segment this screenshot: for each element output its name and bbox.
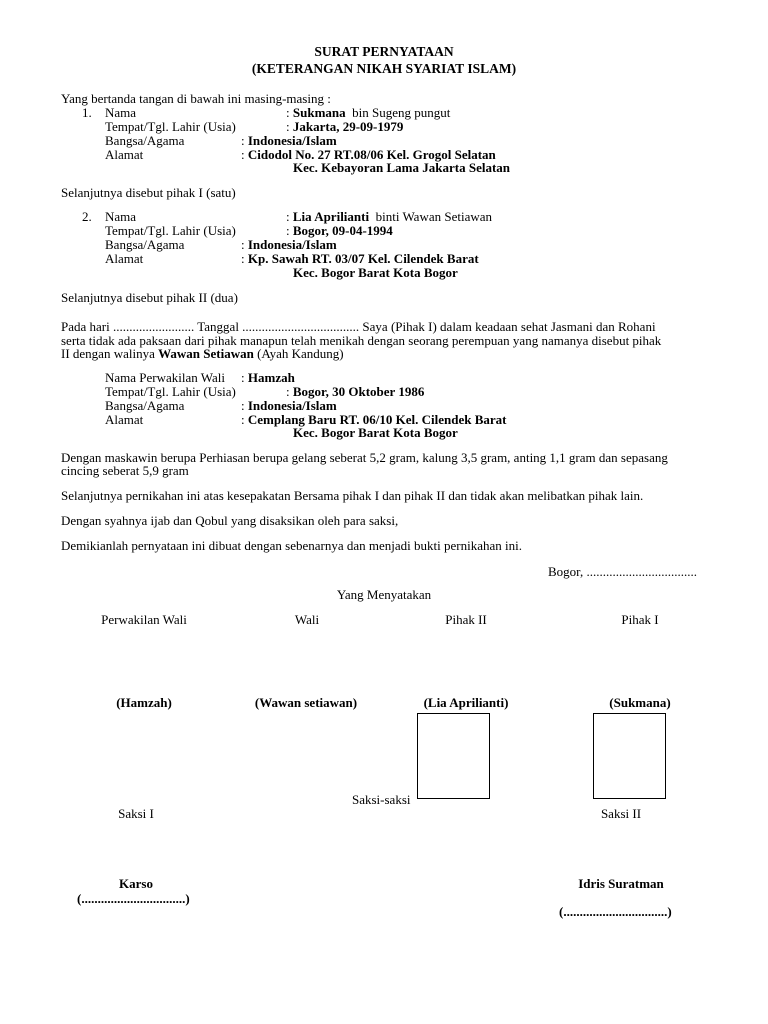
saksi-2-signature-line: (................................) <box>559 904 672 919</box>
statement-line-3 <box>61 347 344 361</box>
party-2-address-label: Alamat <box>105 251 144 266</box>
party-1-nation-label: Bangsa/Agama <box>105 133 185 148</box>
wali-rep-address-line2: Kec. Bogor Barat Kota Bogor <box>293 425 458 440</box>
witnesses-heading: Saksi-saksi <box>352 792 411 807</box>
signature-name-wali-representative: (Hamzah) <box>116 695 172 710</box>
wali-rep-address-line1: Cemplang Baru RT. 06/10 Kel. Cilendek Barat <box>247 412 507 427</box>
party-2-name-colon: : Lia Aprilianti binti Wawan Setiawan <box>286 209 493 224</box>
party-1-name-rest: bin Sugeng pungut <box>352 105 451 120</box>
party-2-name-rest: binti Wawan Setiawan <box>375 209 493 224</box>
party-1-birth: Jakarta, 29-09-1979 <box>292 119 404 134</box>
saksi-1-label: Saksi I <box>118 806 154 821</box>
statement-line-1: Pada hari ......................... Tanggal .................................... Saya (Pihak I) dalam keadaan sehat Jasmani dan Rohani <box>61 319 656 334</box>
party-2-nation-colon: : Indonesia/Islam <box>241 237 337 252</box>
wali-rep-address-label: Alamat <box>105 412 144 427</box>
wali-rep-birth: Bogor, 30 Oktober 1986 <box>292 384 425 399</box>
party-1-birth-colon: : Jakarta, 29-09-1979 <box>286 119 404 134</box>
party-2-name-label: Nama <box>105 209 137 224</box>
signature-name-pihak-1: (Sukmana) <box>609 695 671 710</box>
closing-text: Demikianlah pernyataan ini dibuat dengan sebenarnya dan menjadi bukti pernikahan ini. <box>61 538 522 553</box>
wali-name: Wawan Setiawan <box>158 346 254 361</box>
party-2-number: 2. <box>82 209 92 224</box>
saksi-2-label: Saksi II <box>600 806 642 821</box>
ijab-text: Dengan syahnya ijab dan Qobul yang disaksikan oleh para saksi, <box>61 513 399 528</box>
photo-box-pihak-1 <box>593 713 666 799</box>
party-1-nation-colon: : Indonesia/Islam <box>241 133 337 148</box>
party-2-name: Lia Aprilianti <box>292 209 370 224</box>
wali-rep-name-colon: : Hamzah <box>241 370 295 385</box>
party-1-name: Sukmana <box>292 105 346 120</box>
photo-box-pihak-2 <box>417 713 490 799</box>
saksi-2-name: Idris Suratman <box>578 876 664 891</box>
saksi-1-signature-line: (................................) <box>77 891 190 906</box>
statement-line-3-pre: II dengan walinya <box>61 346 159 361</box>
place-date: Bogor, .................................. <box>548 564 697 579</box>
party-2-address-line1: Kp. Sawah RT. 03/07 Kel. Cilendek Barat <box>247 251 479 266</box>
role-wali-representative: Perwakilan Wali <box>101 612 187 627</box>
wali-rep-nation-label: Bangsa/Agama <box>105 398 185 413</box>
statement-line-2: serta tidak ada paksaan dari pihak manapun telah menikah dengan seorang perempuan yang namanya disebut pihak <box>61 333 662 348</box>
party-1-name-label: Nama <box>105 105 137 120</box>
document-subtitle: (KETERANGAN NIKAH SYARIAT ISLAM) <box>251 61 517 76</box>
signature-name-wali: (Wawan setiawan) <box>254 695 358 710</box>
party-1-address-line1: Cidodol No. 27 RT.08/06 Kel. Grogol Selatan <box>247 147 496 162</box>
wali-rep-address-colon: : Cemplang Baru RT. 06/10 Kel. Cilendek Barat <box>241 412 507 427</box>
party-2-nation-label: Bangsa/Agama <box>105 237 185 252</box>
signature-name-pihak-2: (Lia Aprilianti) <box>423 695 509 710</box>
party-1-number: 1. <box>82 105 92 120</box>
wali-rep-name-label: Nama Perwakilan Wali <box>105 370 226 385</box>
intro-text: Yang bertanda tangan di bawah ini masing-masing : <box>61 91 331 106</box>
role-pihak-1: Pihak I <box>621 612 659 627</box>
party-1-address-label: Alamat <box>105 147 144 162</box>
party-1-address-line2: Kec. Kebayoran Lama Jakarta Selatan <box>293 160 511 175</box>
party-2-nation: Indonesia/Islam <box>247 237 337 252</box>
party-1-footer: Selanjutnya disebut pihak I (satu) <box>61 185 236 200</box>
role-pihak-2: Pihak II <box>445 612 487 627</box>
statement-line-3-post: (Ayah Kandung) <box>253 346 344 361</box>
role-wali: Wali <box>294 612 320 627</box>
party-2-address-line2: Kec. Bogor Barat Kota Bogor <box>293 265 458 280</box>
party-1-nation: Indonesia/Islam <box>247 133 337 148</box>
party-1-address-colon: : Cidodol No. 27 RT.08/06 Kel. Grogol Selatan <box>241 147 496 162</box>
party-2-birth: Bogor, 09-04-1994 <box>292 223 393 238</box>
wali-rep-name: Hamzah <box>247 370 295 385</box>
wali-rep-nation: Indonesia/Islam <box>247 398 337 413</box>
mahar-line-2: cincing seberat 5,9 gram <box>61 463 189 478</box>
document-title: SURAT PERNYATAAN <box>314 44 454 59</box>
wali-rep-birth-colon: : Bogor, 30 Oktober 1986 <box>286 384 425 399</box>
party-1-name-colon: : Sukmana bin Sugeng pungut <box>286 105 451 120</box>
saksi-1-name: Karso <box>119 876 153 891</box>
party-1-birth-label: Tempat/Tgl. Lahir (Usia) <box>105 119 236 134</box>
wali-rep-birth-label: Tempat/Tgl. Lahir (Usia) <box>105 384 236 399</box>
party-2-address-colon: : Kp. Sawah RT. 03/07 Kel. Cilendek Barat <box>241 251 479 266</box>
wali-rep-nation-colon: : Indonesia/Islam <box>241 398 337 413</box>
party-2-footer: Selanjutnya disebut pihak II (dua) <box>61 290 238 305</box>
mahar-line-1: Dengan maskawin berupa Perhiasan berupa gelang seberat 5,2 gram, kalung 3,5 gram, anting 1,1 gram dan sepasang <box>61 450 668 465</box>
party-2-birth-label: Tempat/Tgl. Lahir (Usia) <box>105 223 236 238</box>
party-2-birth-colon: : Bogor, 09-04-1994 <box>286 223 393 238</box>
agreement-text: Selanjutnya pernikahan ini atas kesepakatan Bersama pihak I dan pihak II dan tidak akan melibatkan pihak lain. <box>61 488 644 503</box>
signatures-heading: Yang Menyatakan <box>336 587 432 602</box>
